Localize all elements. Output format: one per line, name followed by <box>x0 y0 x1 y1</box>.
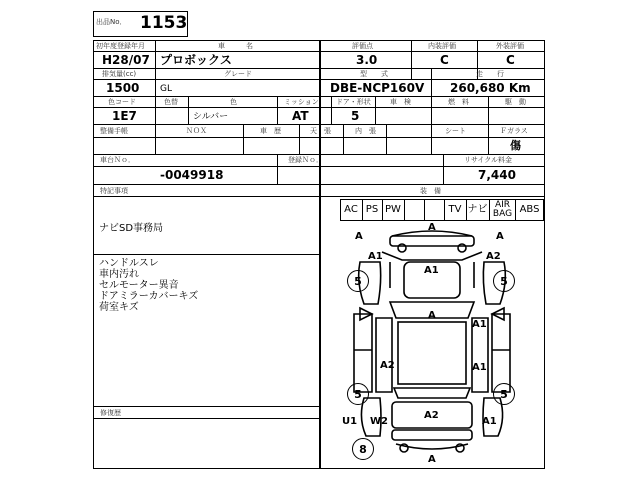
mark-front-right: A <box>496 231 504 242</box>
car-history-label: 車 歴 <box>260 127 281 135</box>
nox-label: ＮＯＸ <box>186 127 207 135</box>
tire-rear-left: 5 <box>347 383 369 405</box>
interior-grade-value: C <box>440 53 449 67</box>
interior-trim-label: 内 張 <box>355 127 376 135</box>
tire-front-left: 5 <box>347 270 369 292</box>
repaint-label: 色替 <box>164 98 178 106</box>
doors-value: 5 <box>351 109 360 123</box>
equipment-pw: PW <box>385 204 401 215</box>
equipment-label: 装 備 <box>420 187 441 195</box>
inspection-label: 車 検 <box>390 98 411 106</box>
mileage-value: 260,680 Km <box>450 81 531 95</box>
exterior-grade-value: C <box>506 53 515 67</box>
mark-rear-glass: W2 <box>370 416 388 427</box>
note-line: セルモーター異音 <box>99 280 179 291</box>
car-name-label: 車 名 <box>218 42 253 50</box>
mark-front-left: A <box>355 231 363 242</box>
mark-right-rear: A1 <box>482 416 497 427</box>
mark-right-fender: A2 <box>486 251 501 262</box>
mark-rear-bumper: A <box>428 454 436 465</box>
equipment-abs: ABS <box>519 204 540 215</box>
tire-rear-right: 5 <box>493 383 515 405</box>
note-line: 荷室キズ <box>99 302 139 313</box>
color-code-value: 1E7 <box>112 109 137 123</box>
equipment-airbag: AIR BAG <box>492 200 513 219</box>
windshield-label: Ｆガラス <box>500 127 528 135</box>
transmission-label: ミッション <box>284 98 319 106</box>
recycle-fee-label: リサイクル料金 <box>464 156 513 164</box>
mark-left-rear-door: A2 <box>380 360 395 371</box>
mark-roof: A <box>428 310 436 321</box>
note-line: 車内汚れ <box>99 269 139 280</box>
transmission-value: AT <box>292 109 309 123</box>
mileage-label: 走 行 <box>476 70 504 78</box>
recycle-fee-value: 7,440 <box>478 168 516 182</box>
registration-number-label: 登録Ｎｏ． <box>288 156 323 164</box>
tire-spare: 8 <box>352 438 374 460</box>
model-code-label: 型 式 <box>360 70 388 78</box>
equipment-ac: AC <box>344 204 358 215</box>
mark-left-rear: U1 <box>342 416 358 427</box>
color-code-label: 色コード <box>108 98 136 106</box>
grade-value: GL <box>160 84 172 94</box>
color-value: シルバー <box>193 112 229 122</box>
mark-right-front-door: A1 <box>472 319 487 330</box>
maintenance-book-label: 整備手帳 <box>100 127 128 135</box>
score-value: 3.0 <box>356 53 378 67</box>
drive-label: 駆 動 <box>505 98 526 106</box>
windshield-value: 傷 <box>510 139 521 152</box>
mark-left-fender: A1 <box>368 251 383 262</box>
headliner-label: 天 張 <box>310 127 331 135</box>
mark-back-door: A2 <box>424 410 439 421</box>
equipment-ps: PS <box>365 204 379 215</box>
first-registration-label: 初年度登録年月 <box>96 42 145 50</box>
first-registration-value: H28/07 <box>102 53 150 67</box>
color-label: 色 <box>230 98 237 106</box>
note-line-navi: ナビSD事務局 <box>99 223 164 234</box>
interior-grade-label: 内装評価 <box>428 42 456 50</box>
chassis-number-value: -0049918 <box>160 168 224 182</box>
equipment-tv: TV <box>448 204 462 215</box>
grade-label: グレード <box>224 70 252 78</box>
repair-history-label: 修復歴 <box>100 409 121 417</box>
lot-number: 1153 <box>140 13 188 33</box>
tire-front-right: 5 <box>493 270 515 292</box>
special-notes-label: 特記事項 <box>100 187 128 195</box>
doors-label: ドア・形状 <box>336 98 371 106</box>
car-name-value: プロボックス <box>160 53 232 67</box>
score-label: 評価点 <box>352 42 373 50</box>
note-line: ハンドルスレ <box>99 258 159 269</box>
exterior-grade-label: 外装評価 <box>496 42 524 50</box>
seat-label: シート <box>445 127 466 135</box>
displacement-value: 1500 <box>106 81 140 95</box>
mark-right-rear-door: A1 <box>472 362 487 373</box>
chassis-number-label: 車台Ｎｏ． <box>100 156 135 164</box>
fuel-label: 燃 料 <box>448 98 469 106</box>
note-line: ドアミラーカバーキズ <box>99 291 199 302</box>
equipment-navi: ナビ <box>467 204 488 215</box>
lot-number-label: 出品No． <box>96 18 127 26</box>
mark-hood: A1 <box>424 265 439 276</box>
model-code-value: DBE-NCP160V <box>330 81 425 95</box>
car-inspection-diagram <box>320 222 544 468</box>
mark-front-bumper: A <box>428 222 436 233</box>
displacement-label: 排気量(cc) <box>102 70 137 78</box>
